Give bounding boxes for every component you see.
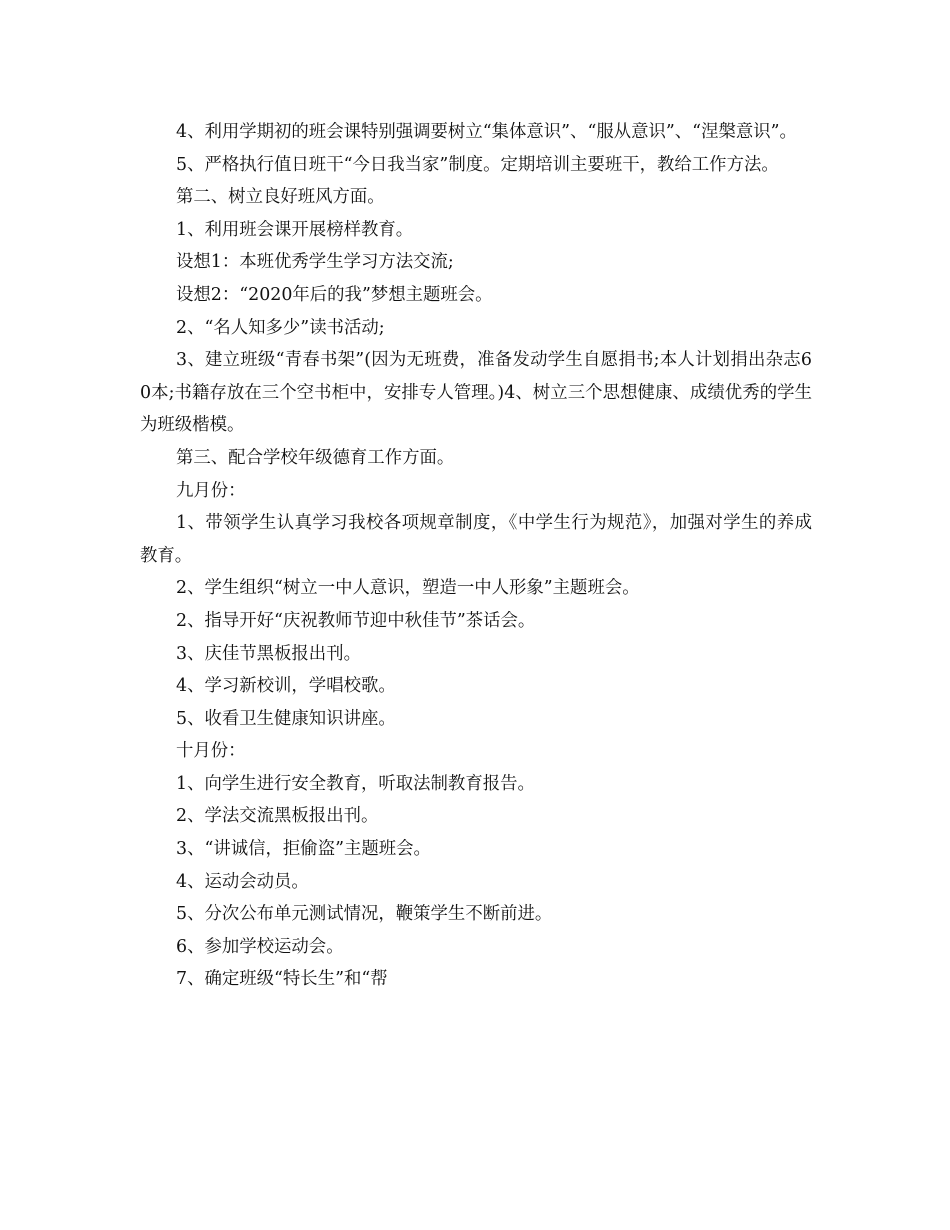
- paragraph-11: 1、带领学生认真学习我校各项规章制度，《中学生行为规范》，加强对学生的养成教育。: [140, 513, 812, 566]
- paragraph-1: 4、利用学期初的班会课特别强调要树立“集体意识”、“服从意识”、“涅槃意识”。: [176, 122, 797, 142]
- paragraph-15: 4、学习新校训，学唱校歌。: [176, 676, 396, 697]
- month-heading-september: 九月份：: [176, 480, 246, 501]
- paragraph-13: 2、指导开好“庆祝教师节迎中秋佳节”茶话会。: [176, 610, 536, 631]
- paragraph-23: 6、参加学校运动会。: [176, 936, 344, 957]
- section-heading-3: 第三、配合学校年级德育工作方面。: [176, 447, 455, 468]
- paragraph-14: 3、庆佳节黑板报出刊。: [176, 643, 361, 664]
- document-body: [140, 116, 812, 996]
- paragraph-6: 设想2：“2020年后的我”梦想主题班会。: [176, 284, 493, 305]
- paragraph-22: 5、分次公布单元测试情况，鞭策学生不断前进。: [176, 904, 553, 925]
- paragraph-7: 2、“名人知多少”读书活动;: [176, 317, 385, 338]
- paragraph-5: 设想1：本班优秀学生学习方法交流;: [176, 252, 454, 273]
- paragraph-18: 1、向学生进行安全教育，听取法制教育报告。: [176, 773, 535, 794]
- paragraph-2: 5、严格执行值日班干“今日我当家”制度。定期培训主要班干，教给工作方法。: [176, 154, 779, 175]
- paragraph-24: 7、确定班级“特长生”和“帮: [176, 969, 388, 990]
- section-heading-2: 第二、树立良好班风方面。: [176, 187, 385, 208]
- paragraph-12: 2、学生组织“树立一中人意识，塑造一中人形象”主题班会。: [176, 578, 640, 599]
- paragraph-16: 5、收看卫生健康知识讲座。: [176, 708, 396, 729]
- paragraph-4: 1、利用班会课开展榜样教育。: [176, 219, 414, 240]
- paragraph-21: 4、运动会动员。: [176, 871, 309, 892]
- paragraph-20: 3、“讲诚信，拒偷盗”主题班会。: [176, 839, 431, 860]
- paragraph-19: 2、学法交流黑板报出刊。: [176, 806, 379, 827]
- month-heading-october: 十月份：: [176, 741, 246, 762]
- paragraph-8: 3、建立班级“青春书架”(因为无班费，准备发动学生自愿捐书;本人计划捐出杂志60本;书籍存放在三个空书柜中，安排专人管理。)4、树立三个思想健康、成绩优秀的学生为班级楷模。: [140, 350, 812, 436]
